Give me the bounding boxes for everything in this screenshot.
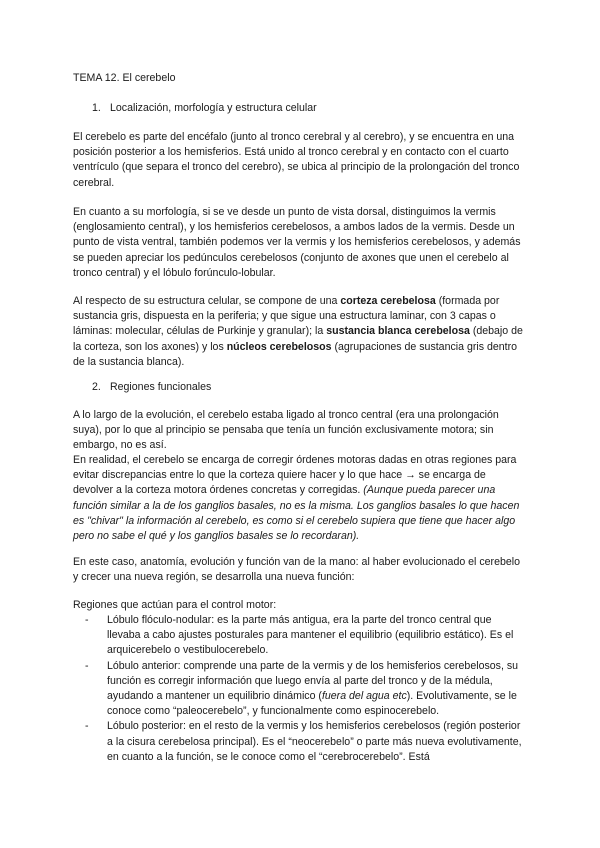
dash-bullet: - bbox=[85, 659, 89, 672]
list-item-text: Lóbulo anterior: comprende una parte de la vermis y de los hemisferios cerebelosos, su función es corregir información que luego envía al parte del tronco y de la médula, ayudando a mantener un equilibrio dinámico ( bbox=[107, 659, 519, 703]
text-run: (agrupaciones de sustancia gris dentro de la sustancia blanca). bbox=[73, 340, 517, 368]
list-item-text: Lóbulo flóculo-nodular: es la parte más antigua, era la parte del tronco central que llevaba a cabo ajustes posturales para mantener el equilibrio (equilibrio estático). Es el arquicerebelo o vestibulocerebelo. bbox=[107, 614, 514, 657]
paragraph-location: El cerebelo es parte del encéfalo (junto al tronco cerebral y al cerebro), y se encuentra en una posición posterior a los hemisferios. Está unido al tronco cerebral y en contacto con el cuarto ventrículo (que separa el tronco del cerebro), se ubica al principio de la prolongación del tronco cerebral. bbox=[73, 131, 520, 189]
section-number: 1. bbox=[92, 102, 101, 114]
document-title: TEMA 12. El cerebelo bbox=[73, 72, 176, 84]
list-item bbox=[73, 659, 528, 720]
bold-term-corteza: corteza cerebelosa bbox=[340, 295, 436, 307]
list-item bbox=[73, 613, 528, 659]
paragraph-regions-intro: Regiones que actúan para el control motor: bbox=[73, 599, 277, 611]
section-heading-1 bbox=[92, 101, 317, 116]
section-number: 2. bbox=[92, 381, 101, 393]
text-run: Al respecto de su estructura celular, se compone de una bbox=[73, 295, 341, 307]
regions-list bbox=[73, 613, 528, 765]
italic-note: (Aunque pueda parecer una función similar a la de los ganglios basales, no es la misma. Los ganglios basales lo que hacen es "chivar" la información al cerebelo, es como si el cerebelo supiera que tiene que hacer algo pero no sabe el qué y los ganglios basales se lo recordaran). bbox=[73, 484, 520, 543]
text-run: (debajo de la corteza, son los axones) y los bbox=[73, 325, 523, 353]
text-run: (formada por sustancia gris, dispuesta en la periferia; y que sigue una estructura laminar, con 3 capas o láminas: molecular, células de Purkinje y granular); la bbox=[73, 295, 500, 338]
bold-term-sustancia-blanca: sustancia blanca cerebelosa bbox=[326, 325, 470, 338]
bold-term-nucleos: núcleos cerebelosos bbox=[226, 340, 332, 353]
section-heading-2 bbox=[92, 380, 211, 395]
list-item-text: ). Evolutivamente, se le conoce como “paleocerebelo”, y funcionalmente como espinocerebelo. bbox=[107, 690, 517, 718]
paragraph-cell-structure bbox=[73, 294, 528, 370]
paragraph-morphology: En cuanto a su morfología, si se ve desde un punto de vista dorsal, distinguimos la vermis (englosamiento central), y los hemisferios cerebelosos, a ambos lados de la vermis. Desde un punto de vista ventral, también podemos ver la vermis y los hemisferios cerebelosos, y además se pueden apreciar los pedúnculos cerebelosos (conjunto de axones que unen el cerebelo al tronco central) y el lóbulo forúnculo-lobular. bbox=[73, 206, 521, 279]
section-title: Localización, morfología y estructura celular bbox=[110, 102, 317, 114]
paragraph-anatomy: En este caso, anatomía, evolución y función van de la mano: al haber evolucionado el cerebelo y crecer una nueva región, se desarrolla una nueva función: bbox=[73, 556, 520, 584]
paragraph-evolution: A lo largo de la evolución, el cerebelo estaba ligado al tronco central (era una prolongación suya), por lo que al principio se pensaba que tenía un función exclusivamente motora; sin embargo, no es así. bbox=[73, 409, 499, 452]
dash-bullet: - bbox=[85, 720, 89, 733]
section-title: Regiones funcionales bbox=[110, 381, 212, 393]
text-run: En realidad, el cerebelo se encarga de corregir órdenes motoras dadas en otras regiones para evitar discrepancias entre lo que la corteza quiere hacer y lo que hace → se encarga de devolver a la corteza motora órdenes concretas y corregidas. bbox=[73, 454, 517, 497]
list-item bbox=[73, 719, 528, 765]
italic-note: fuera del agua etc bbox=[321, 690, 407, 703]
paragraph-function bbox=[73, 453, 528, 544]
list-item-text: Lóbulo posterior: en el resto de la vermis y los hemisferios cerebelosos (región posterior a la cisura cerebelosa principal). Es el “neocerebelo” o parte más nueva evolutivamente, en cuanto a la función, se le conoce como el “cerebrocerebelo”. Está bbox=[107, 720, 522, 763]
dash-bullet: - bbox=[85, 614, 89, 626]
